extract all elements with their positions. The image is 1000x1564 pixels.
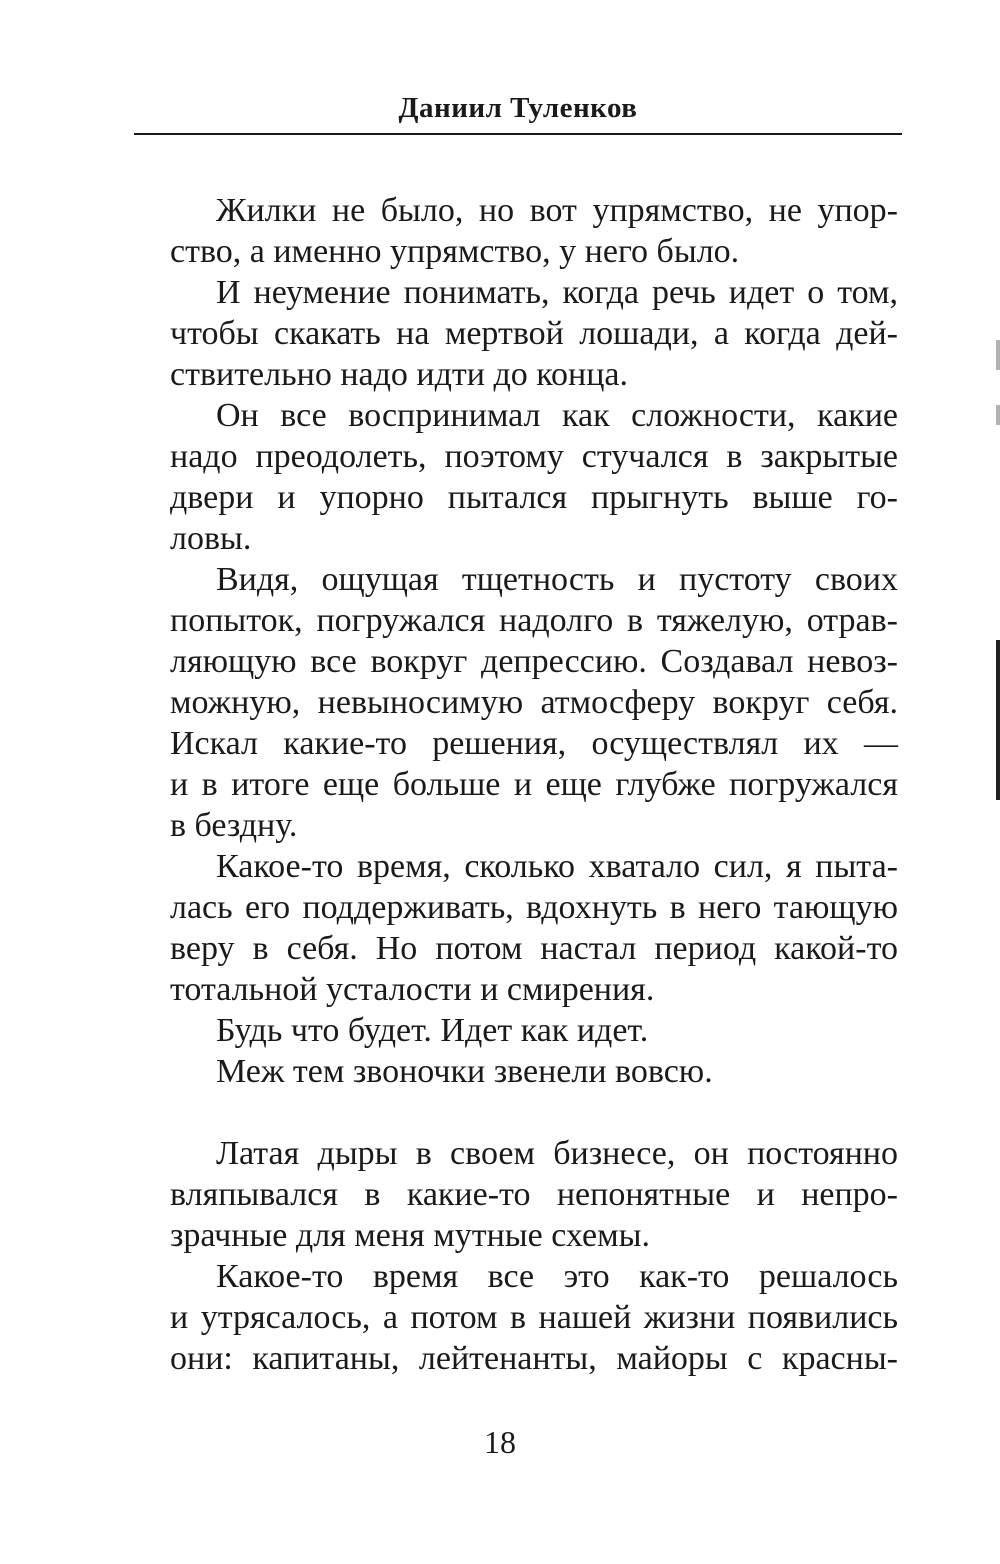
text-line: веру в себя. Но потом настал период какой-то: [170, 930, 898, 967]
scan-edge-mark: [996, 340, 1000, 370]
text-line: надо преодолеть, поэтому стучался в закрытые: [170, 438, 898, 475]
scan-edge-mark: [996, 405, 1000, 425]
page-number: 18: [484, 1424, 516, 1460]
text-line: тотальной усталости и смирения.: [170, 971, 655, 1008]
text-line: ловы.: [170, 520, 252, 557]
header-rule: [134, 133, 902, 135]
text-line: Какое-то время, сколько хватало сил, я пыта-: [216, 848, 898, 885]
text-line: Видя, ощущая тщетность и пустоту своих: [216, 561, 898, 598]
text-line: ствительно надо идти до конца.: [170, 356, 629, 393]
text-line: зрачные для меня мутные схемы.: [170, 1217, 650, 1254]
text-line: и в итоге еще больше и еще глубже погружался: [170, 766, 898, 803]
text-line: Он все воспринимал как сложности, какие: [216, 397, 898, 434]
text-line: Какое-то время все это как-то решалось: [216, 1258, 898, 1295]
text-line: Латая дыры в своем бизнесе, он постоянно: [216, 1135, 898, 1172]
running-head-author: Даниил Туленков: [398, 92, 638, 124]
text-line: Искал какие-то решения, осуществлял их —: [170, 725, 898, 762]
text-line: в бездну.: [170, 807, 298, 844]
text-line: двери и упорно пытался прыгнуть выше го-: [170, 479, 898, 516]
text-line: чтобы скакать на мертвой лошади, а когда дей-: [170, 315, 898, 352]
text-line: можную, невыносимую атмосферу вокруг себя.: [170, 684, 898, 721]
scan-edge-mark: [996, 640, 1000, 800]
text-line: и утрясалось, а потом в нашей жизни появились: [170, 1299, 898, 1336]
text-line: они: капитаны, лейтенанты, майоры с красны-: [170, 1340, 898, 1377]
text-line: лась его поддерживать, вдохнуть в него тающую: [170, 889, 898, 926]
text-line: Жилки не было, но вот упрямство, не упор-: [216, 192, 898, 229]
text-line: ляющую все вокруг депрессию. Создавал невоз-: [170, 643, 898, 680]
text-line: вляпывался в какие-то непонятные и непро-: [170, 1176, 898, 1213]
text-line: попыток, погружался надолго в тяжелую, отрав-: [170, 602, 898, 639]
body-text: [170, 190, 898, 1379]
text-line: Меж тем звоночки звенели вовсю.: [216, 1053, 713, 1090]
text-line: Будь что будет. Идет как идет.: [216, 1012, 649, 1049]
text-line: И неумение понимать, когда речь идет о том,: [216, 274, 898, 311]
section-break: [170, 1092, 898, 1133]
text-line: ство, а именно упрямство, у него было.: [170, 233, 740, 270]
